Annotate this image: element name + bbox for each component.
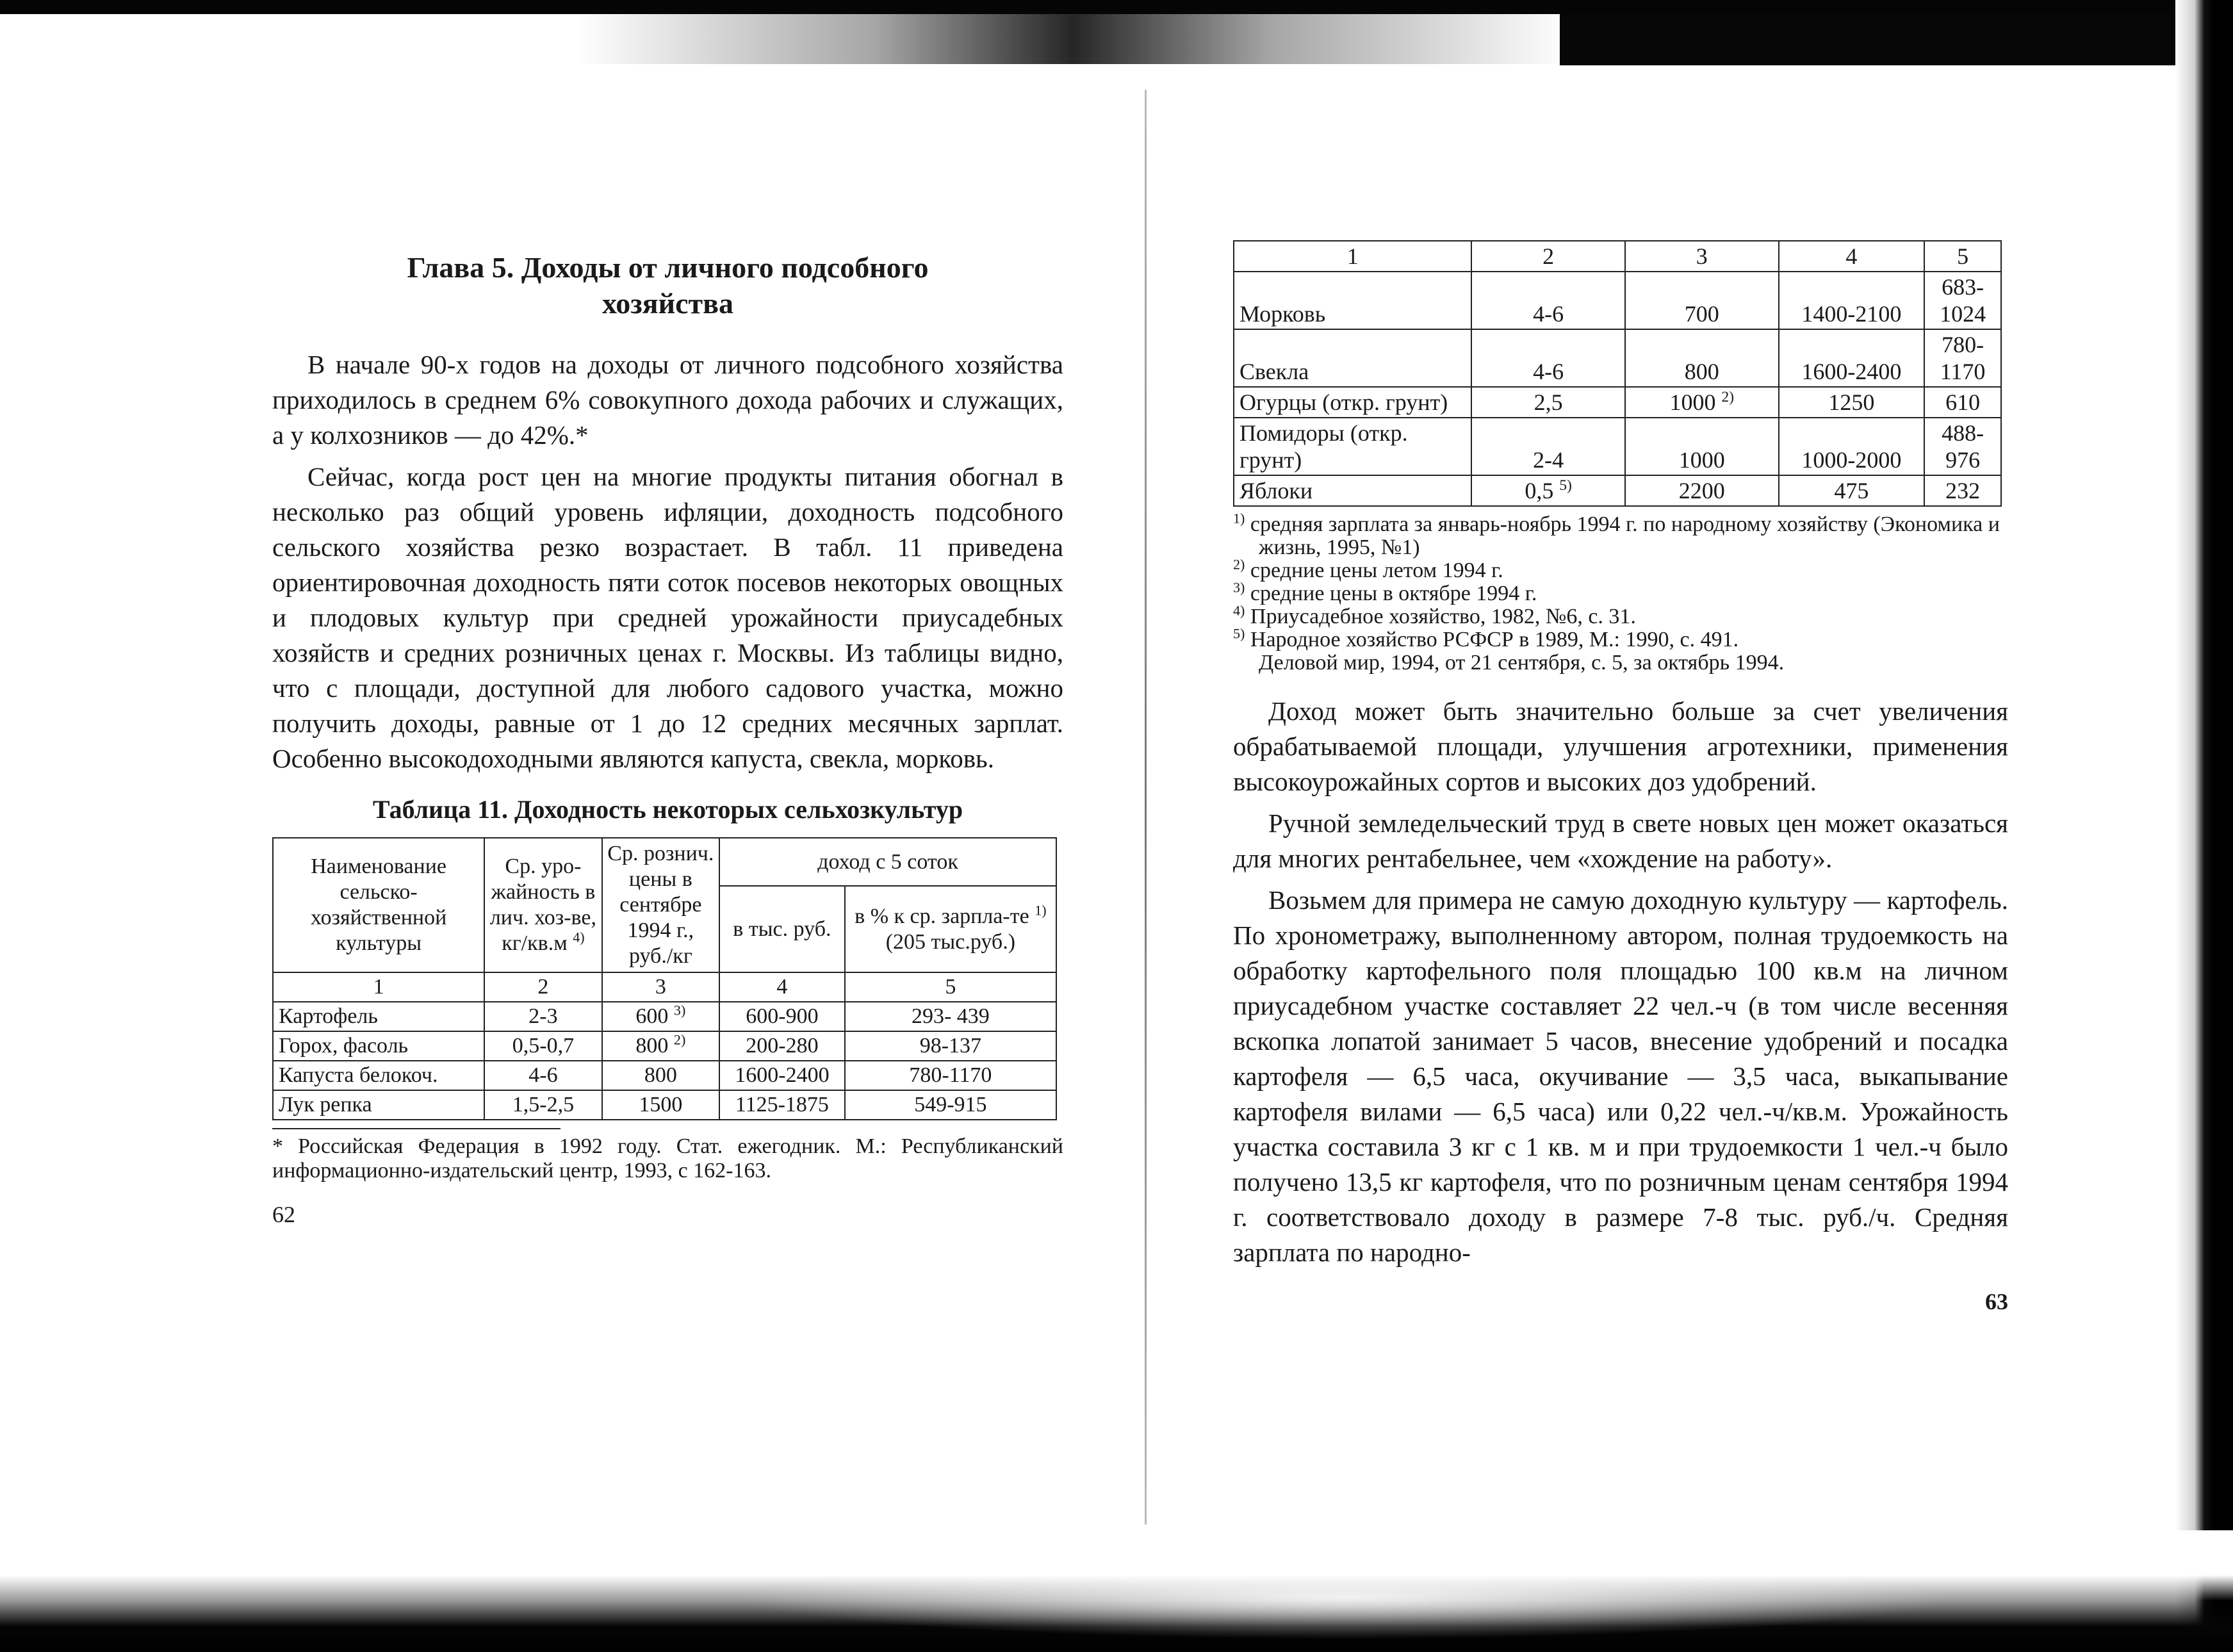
scan-right-edge: [2175, 0, 2233, 1652]
crop-percent: 232: [1924, 475, 2001, 506]
column-number: 3: [1625, 241, 1779, 272]
column-number: 2: [484, 972, 601, 1002]
crop-price: [602, 1031, 719, 1061]
footnote-mark: 4): [1233, 602, 1245, 619]
table-row: [273, 1061, 1056, 1090]
crop-price: 800: [1625, 329, 1779, 387]
footnote-mark: 1): [1233, 510, 1245, 527]
column-number: 3: [602, 972, 719, 1002]
header-income-percent: [845, 886, 1056, 972]
left-paragraph-1: В начале 90-х годов на доходы от личного подсобного хозяйства приходилось в среднем 6% совокупного дохода рабочих и служащих, а у колхозников — до 42%.*: [272, 350, 1063, 450]
table-footnote: [1233, 579, 2008, 605]
footnote-text: Приусадебное хозяйство, 1982, №6, с. 31.: [1250, 605, 1636, 628]
chapter-title-line2: хозяйства: [602, 287, 733, 320]
header-price: Ср. рознич. цены в сентябре 1994 г., руб./кг: [602, 838, 719, 972]
scan-top-gradient: [577, 14, 1569, 64]
crop-name: Горох, фасоль: [273, 1031, 484, 1061]
crop-income: 1400-2100: [1779, 272, 1925, 329]
crop-name: Лук репка: [273, 1090, 484, 1120]
footnote-mark: 3): [1233, 579, 1245, 596]
header-yield-text: Ср. уро-жайность в лич. хоз-ве, кг/кв.м: [489, 855, 596, 955]
crop-yield: 4-6: [1471, 272, 1625, 329]
crop-percent: 549-915: [845, 1090, 1056, 1120]
crop-percent: 610: [1924, 387, 2001, 418]
chapter-title: [272, 250, 1063, 322]
crop-price: 1000: [1625, 418, 1779, 475]
table-row: [1234, 475, 2001, 506]
table-row: [1234, 418, 2001, 475]
crop-yield: 4-6: [484, 1061, 601, 1090]
footnote-text: Народное хозяйство РСФСР в 1989, М.: 1990, с. 491.: [1250, 628, 1739, 651]
crop-price-value: 600: [635, 1004, 669, 1028]
table-row: [273, 1002, 1056, 1031]
header-percent-sup: 1): [1035, 902, 1047, 919]
crop-price: [602, 1090, 719, 1120]
column-number: 1: [273, 972, 484, 1002]
table-footnote: [1233, 510, 2008, 559]
crop-percent: 98-137: [845, 1031, 1056, 1061]
scan-bottom-highlight: [737, 1556, 1954, 1639]
crop-price: 2200: [1625, 475, 1779, 506]
column-number: 1: [1234, 241, 1471, 272]
chapter-title-line1: Глава 5. Доходы от личного подсобного: [407, 251, 929, 284]
header-income-group: доход с 5 соток: [719, 838, 1056, 886]
left-paragraph-2: Сейчас, когда рост цен на многие продукты питания обогнал в несколько раз общий уровень ифляции, доходность подсобного сельского хозяйства резко возрастает. В табл. 11 приведена ориентировочная доходность пяти соток посевов некоторых овощных и плодовых культур при средней урожайности приусадебных хозяйств и средних розничных ценах г. Москвы. Из таблицы видно, что с площади, доступной для любого садового участка, можно получить доходы, равные от 1 до 12 средних месячных зарплат. Особенно высокодоходными являются капуста, свекла, морковь.: [272, 462, 1063, 773]
crop-yield: 2,5: [1471, 387, 1625, 418]
header-yield: [484, 838, 601, 972]
crop-income: 1600-2400: [1779, 329, 1925, 387]
crop-name: Морковь: [1234, 272, 1471, 329]
crop-yield: 2-4: [1471, 418, 1625, 475]
table-row: [1234, 272, 2001, 329]
income-table-continued: [1233, 240, 2002, 507]
table-row: [273, 1031, 1056, 1061]
table-row: [1234, 387, 2001, 418]
crop-income: 1000-2000: [1779, 418, 1925, 475]
crop-price-value: 1000: [1669, 389, 1716, 415]
crop-percent: 488-976: [1924, 418, 2001, 475]
footnote-text: средние цены в октябре 1994 г.: [1250, 582, 1537, 605]
crop-price-sup: 2): [1721, 389, 1735, 405]
crop-yield: 2-3: [484, 1002, 601, 1031]
crop-income: 1600-2400: [719, 1061, 845, 1090]
crop-name: Свекла: [1234, 329, 1471, 387]
crop-price-sup: 2): [673, 1031, 686, 1048]
page-number-left: 62: [272, 1202, 295, 1227]
column-number: 5: [845, 972, 1056, 1002]
header-crop-name: Наименование сельско-хозяйственной культуры: [273, 838, 484, 972]
crop-income: 200-280: [719, 1031, 845, 1061]
footnote-divider: [272, 1128, 560, 1129]
right-paragraph-2: Ручной земледельческий труд в свете новых цен может оказаться для многих рентабельнее, чем «хождение на работу».: [1233, 808, 2008, 873]
crop-price-value: 800: [635, 1034, 669, 1058]
column-number-row: [273, 972, 1056, 1002]
column-number-row: [1234, 241, 2001, 272]
crop-name: Капуста белокоч.: [273, 1061, 484, 1090]
header-percent-text: в % к ср. зарпла-те: [855, 904, 1029, 928]
crop-name: Помидоры (откр. грунт): [1234, 418, 1471, 475]
crop-price: [602, 1002, 719, 1031]
crop-price-value: 800: [644, 1063, 677, 1087]
table-row: [273, 1090, 1056, 1120]
footnote-text: средние цены летом 1994 г.: [1250, 559, 1503, 582]
crop-name: Огурцы (откр. грунт): [1234, 387, 1471, 418]
crop-yield: [1471, 475, 1625, 506]
crop-yield: 0,5-0,7: [484, 1031, 601, 1061]
crop-percent: 780-1170: [845, 1061, 1056, 1090]
table-footnote: [1233, 556, 2008, 582]
footnote-mark: 5): [1233, 625, 1245, 642]
header-income-thousand: в тыс. руб.: [719, 886, 845, 972]
header-yield-sup: 4): [573, 929, 585, 945]
table-footnote: [1233, 602, 2008, 628]
crop-name: Яблоки: [1234, 475, 1471, 506]
table-row: [1234, 329, 2001, 387]
table-footnote-continuation: Деловой мир, 1994, от 21 сентября, с. 5, за октябрь 1994.: [1259, 651, 1785, 675]
crop-percent: 780-1170: [1924, 329, 2001, 387]
right-paragraph-3: Возьмем для примера не самую доходную культуру — картофель. По хронометражу, выполненному автором, полная трудоемкость на обработку картофельного поля площадью 100 кв.м на личном приусадебном участке составляет 22 чел.-ч (в том числе весенняя вскопка лопатой занимает 5 часов, внесение удобрений и посадка картофеля — 6,5 часа, окучивание — 3,5 часа, выкапывание картофеля вилами — 6,5 часа) или 0,22 чел.-ч/кв.м. Урожайность участка составила 3 кг с 1 кв. м и при трудоемкости 1 чел.-ч было получено 13,5 кг картофеля, что по розничным ценам сентября 1994 г. соответствовало доходу в размере 7-8 тыс. руб./ч. Средняя зарплата по народно-: [1233, 885, 2008, 1267]
footnote-mark: 2): [1233, 556, 1245, 573]
table-footnotes: [1233, 510, 2008, 675]
column-number: 5: [1924, 241, 2001, 272]
header-percent-tail: (205 тыс.руб.): [885, 929, 1016, 954]
crop-yield-sup: 5): [1559, 477, 1572, 494]
crop-price: [602, 1061, 719, 1090]
left-page: [272, 250, 1063, 1228]
crop-yield: 4-6: [1471, 329, 1625, 387]
column-number: 4: [1779, 241, 1925, 272]
crop-yield: 1,5-2,5: [484, 1090, 601, 1120]
income-table: [272, 837, 1057, 1120]
crop-percent: 683-1024: [1924, 272, 2001, 329]
crop-name: Картофель: [273, 1002, 484, 1031]
column-number: 4: [719, 972, 845, 1002]
crop-income: 1125-1875: [719, 1090, 845, 1120]
column-number: 2: [1471, 241, 1625, 272]
crop-price-sup: 3): [673, 1002, 686, 1018]
page-number-right: 63: [1985, 1289, 2008, 1314]
left-footnote: * Российская Федерация в 1992 году. Стат. ежегодник. М.: Республиканский информационно-издательский центр, 1993, с 162-163.: [272, 1134, 1063, 1182]
table-footnote: [1233, 625, 2008, 651]
crop-percent: 293- 439: [845, 1002, 1056, 1031]
table-title: Таблица 11. Доходность некоторых сельхозкультур: [372, 795, 963, 824]
book-spine: [1145, 90, 1147, 1525]
crop-price: [1625, 387, 1779, 418]
crop-price-value: 1500: [639, 1093, 683, 1116]
crop-yield-value: 0,5: [1525, 478, 1554, 503]
right-page: [1233, 240, 2008, 1315]
scan-top-right-band: [1560, 14, 2233, 65]
right-paragraph-1: Доход может быть значительно больше за счет увеличения обрабатываемой площади, улучшения агротехники, применения высокоурожайных сортов и высоких доз удобрений.: [1233, 696, 2008, 796]
crop-income: 1250: [1779, 387, 1925, 418]
crop-price: 700: [1625, 272, 1779, 329]
crop-income: 475: [1779, 475, 1925, 506]
crop-income: 600-900: [719, 1002, 845, 1031]
footnote-text: средняя зарплата за январь-ноябрь 1994 г. по народному хозяйству (Экономика и жизнь, 1995, №1): [1250, 512, 2000, 559]
